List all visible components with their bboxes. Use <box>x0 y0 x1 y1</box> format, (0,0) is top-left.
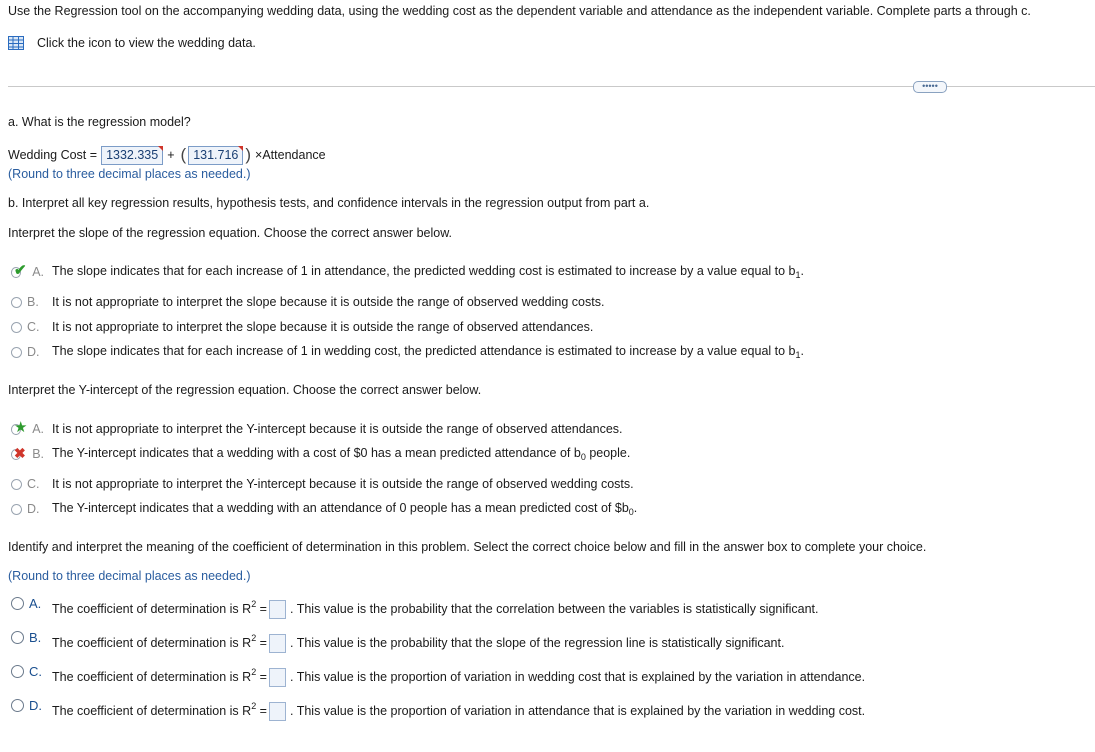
slope-option-d[interactable] <box>8 343 805 361</box>
option-tail: . This value is the probability that the correlation between the variables is statistically significant. <box>289 602 819 616</box>
radio-button[interactable] <box>11 322 22 333</box>
option-text-tail: . <box>800 344 805 358</box>
intercept-prompt: Interpret the Y-intercept of the regression equation. Choose the correct answer below. <box>8 383 482 397</box>
subscript: 0 <box>580 452 586 462</box>
intercept-option-a[interactable] <box>8 419 623 438</box>
option-lead: The coefficient of determination is R <box>52 704 252 718</box>
option-text <box>52 501 637 517</box>
option-tail: . This value is the proportion of variation in wedding cost that is explained by the variation in attendance. <box>289 670 866 684</box>
star-icon: ★ <box>14 419 28 436</box>
option-letter: C. <box>29 664 42 679</box>
option-text: It is not appropriate to interpret the slope because it is outside the range of observed attendances. <box>52 320 594 334</box>
option-text <box>52 599 819 619</box>
option-letter: C. <box>27 477 40 491</box>
radio-button[interactable] <box>11 504 22 515</box>
option-letter: A. <box>32 422 44 436</box>
x-mark-icon: ✖ <box>14 445 26 461</box>
subscript: 1 <box>795 270 801 280</box>
part-a-question: a. What is the regression model? <box>8 115 191 129</box>
superscript: 2 <box>251 667 257 677</box>
slope-option-b[interactable] <box>8 293 605 311</box>
table-icon[interactable] <box>8 36 24 50</box>
times-attendance: ×Attendance <box>255 148 326 162</box>
radio-button[interactable] <box>11 699 24 712</box>
option-letter: A. <box>29 596 42 611</box>
option-letter: D. <box>29 698 42 713</box>
r2-option-c[interactable] <box>8 664 866 686</box>
subscript: 0 <box>628 507 634 517</box>
option-lead: The coefficient of determination is R <box>52 636 252 650</box>
radio-button[interactable] <box>11 597 24 610</box>
close-paren: ) <box>245 145 252 164</box>
option-text: It is not appropriate to interpret the slope because it is outside the range of observed wedding costs. <box>52 295 605 309</box>
part-a-round-note: (Round to three decimal places as needed.) <box>8 167 251 181</box>
option-tail: . This value is the probability that the slope of the regression line is statistically significant. <box>289 636 785 650</box>
r2-option-b[interactable] <box>8 630 785 652</box>
superscript: 2 <box>251 701 257 711</box>
plus-sign: + <box>167 148 175 162</box>
equation-lhs: Wedding Cost = <box>8 148 98 162</box>
option-text <box>52 446 630 462</box>
option-letter: B. <box>27 295 39 309</box>
radio-button[interactable] <box>11 665 24 678</box>
option-letter: A. <box>32 265 44 279</box>
r2-answer-box[interactable] <box>269 668 286 687</box>
data-link-row[interactable] <box>8 36 256 50</box>
option-lead: The coefficient of determination is R <box>52 602 252 616</box>
slope-option-a[interactable] <box>8 262 805 281</box>
r2-answer-box[interactable] <box>269 702 286 721</box>
slope-option-c[interactable] <box>8 318 594 336</box>
option-letter: C. <box>27 320 40 334</box>
option-text-tail: . <box>800 264 805 278</box>
option-text-main: The slope indicates that for each increase of 1 in attendance, the predicted wedding cost is estimated to increase by a value equal to b <box>52 264 796 278</box>
intercept-option-d[interactable] <box>8 500 638 518</box>
check-icon: ✔ <box>14 262 27 279</box>
option-eq: = <box>256 670 267 684</box>
instructions-text: Use the Regression tool on the accompanying wedding data, using the wedding cost as the dependent variable and attendance as the independent variable. Complete parts a through c. <box>8 4 1031 18</box>
option-text-main: The Y-intercept indicates that a wedding with a cost of $0 has a mean predicted attendance of b <box>52 446 581 460</box>
r2-answer-box[interactable] <box>269 634 286 653</box>
part-b-question: b. Interpret all key regression results, hypothesis tests, and confidence intervals in the regression output from part a. <box>8 196 650 210</box>
option-text <box>52 264 804 280</box>
r2-round-note: (Round to three decimal places as needed.) <box>8 569 251 583</box>
regression-equation <box>8 145 326 165</box>
open-paren: ( <box>180 145 187 164</box>
option-text <box>52 633 784 653</box>
option-eq: = <box>256 602 267 616</box>
option-letter: D. <box>27 502 40 516</box>
option-tail: . This value is the proportion of variation in attendance that is explained by the variation in wedding cost. <box>289 704 866 718</box>
option-letter: D. <box>27 345 40 359</box>
option-text <box>52 701 865 721</box>
option-text-main: The slope indicates that for each increase of 1 in wedding cost, the predicted attendance is estimated to increase by a value equal to b <box>52 344 796 358</box>
subscript: 1 <box>795 350 801 360</box>
option-eq: = <box>256 704 267 718</box>
r2-option-d[interactable] <box>8 698 866 720</box>
expand-ellipsis-button[interactable]: ••••• <box>913 81 947 93</box>
radio-button[interactable] <box>11 297 22 308</box>
option-text: It is not appropriate to interpret the Y-intercept because it is outside the range of observed attendances. <box>52 422 623 436</box>
option-text: It is not appropriate to interpret the Y-intercept because it is outside the range of observed wedding costs. <box>52 477 634 491</box>
r2-answer-box[interactable] <box>269 600 286 619</box>
r2-option-a[interactable] <box>8 596 819 618</box>
option-lead: The coefficient of determination is R <box>52 670 252 684</box>
option-text <box>52 344 804 360</box>
option-text-tail: people. <box>585 446 631 460</box>
option-text <box>52 667 865 687</box>
intercept-option-c[interactable] <box>8 475 634 493</box>
option-text-main: The Y-intercept indicates that a wedding with an attendance of 0 people has a mean predicted cost of $b <box>52 501 629 515</box>
r2-prompt: Identify and interpret the meaning of the coefficient of determination in this problem. Select the correct choice below and fill in the answer box to complete your choice. <box>8 540 927 554</box>
option-eq: = <box>256 636 267 650</box>
radio-button[interactable] <box>11 479 22 490</box>
radio-button[interactable] <box>11 347 22 358</box>
superscript: 2 <box>251 633 257 643</box>
option-text-tail: . <box>633 501 638 515</box>
slope-prompt: Interpret the slope of the regression equation. Choose the correct answer below. <box>8 226 453 240</box>
superscript: 2 <box>251 599 257 609</box>
intercept-option-b[interactable] <box>8 445 631 463</box>
slope-answer-box[interactable]: 131.716 <box>188 146 243 165</box>
option-letter: B. <box>32 447 44 461</box>
intercept-answer-box[interactable]: 1332.335 <box>101 146 163 165</box>
data-link-label[interactable]: Click the icon to view the wedding data. <box>37 36 256 50</box>
option-letter: B. <box>29 630 42 645</box>
radio-button[interactable] <box>11 631 24 644</box>
